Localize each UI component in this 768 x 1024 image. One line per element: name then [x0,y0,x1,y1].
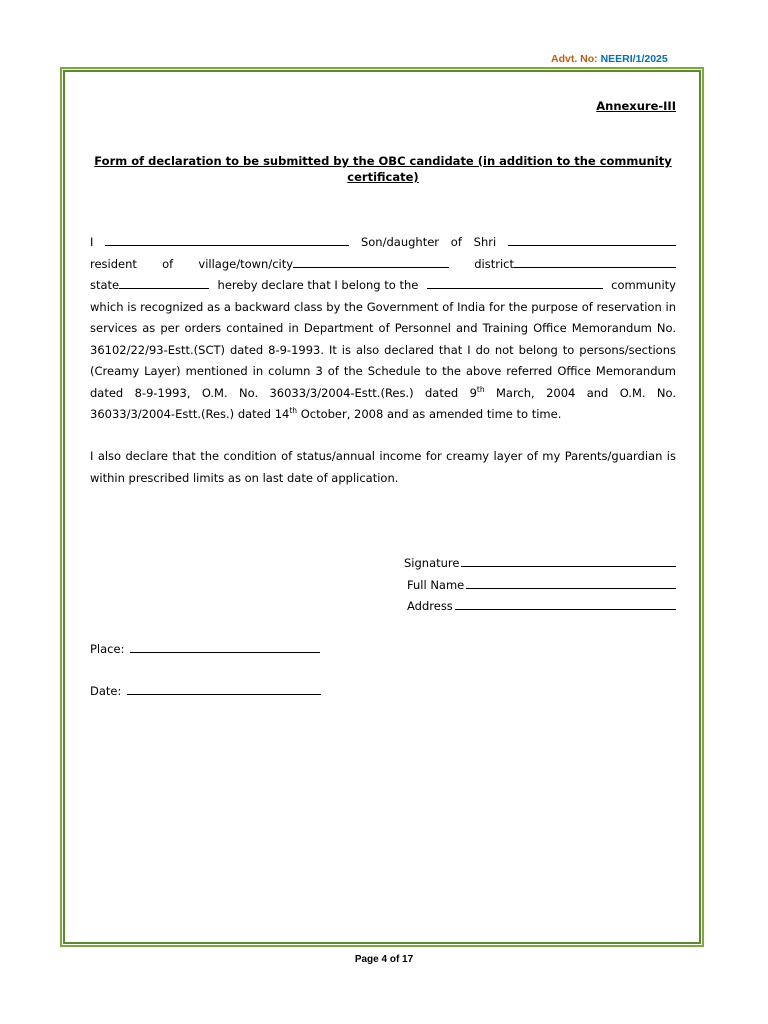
advt-number: NEERI/1/2025 [600,53,668,65]
community-label: community [611,278,676,292]
village-blank[interactable] [293,255,449,268]
superscript-th-1: th [476,384,485,394]
declaration-body [90,297,676,426]
date-label: Date: [90,684,122,698]
declaration-body-b: March, 2004 and O.M. No. 36033/3/2004-Estt.(Res.) dated 14 [90,385,676,421]
resident-label: resident [90,256,137,271]
advt-number-header [551,53,668,65]
district-field [474,254,676,276]
annexure-heading: Annexure-III [596,99,676,113]
place-label: Place: [90,642,125,656]
father-name-blank[interactable] [508,233,676,246]
page-number: Page 4 of 17 [354,954,414,965]
village-field [198,254,449,276]
district-blank[interactable] [514,255,676,268]
date-field [90,682,321,698]
place-field [90,640,320,656]
hereby-label: hereby declare that I belong to the [217,278,419,292]
signature-field [404,554,676,570]
address-blank[interactable] [455,597,676,610]
name-blank[interactable] [105,233,349,246]
of-label-2: of [162,256,174,271]
state-blank[interactable] [119,276,209,289]
place-blank[interactable] [130,640,320,653]
declaration-body-a: which is recognized as a backward class by the Government of India for the purpose of reservation in services as per orders contained in Department of Personnel and Training Office Memorandum No. 36102/22/93-Estt.(SCT) dated 8-9-1993. It is also declared that I do not belong to persons/sections (Creamy Layer) mentioned in column 3 of the Schedule to the above referred Office Memorandum dated 8-9-1993, O.M. No. 36033/3/2004-Estt.(Res.) dated 9 [90,299,676,400]
village-label: village/town/city [198,256,294,271]
declaration-line-1 [90,232,676,254]
declaration-line-2 [90,254,676,276]
address-label: Address [407,599,453,613]
superscript-th-2: th [289,406,298,416]
of-label: of [450,235,462,249]
full-name-label: Full Name [407,578,465,592]
signature-label: Signature [404,556,460,570]
pronoun-i: I [90,235,94,249]
date-blank[interactable] [127,682,321,695]
community-blank[interactable] [427,276,603,289]
state-label: state [90,278,120,292]
declaration-paragraph [90,232,676,426]
son-daughter-label: Son/daughter [360,235,440,249]
form-title: Form of declaration to be submitted by the OBC candidate (in addition to the community certificate) [94,154,672,184]
shri-label: Shri [473,235,497,249]
declaration-body-c: October, 2008 and as amended time to time. [297,407,562,421]
district-label: district [474,256,514,271]
advt-label: Advt. No: [551,53,598,65]
signature-blank[interactable] [461,554,676,567]
address-field [407,597,676,613]
creamy-layer-declaration: I also declare that the condition of status/annual income for creamy layer of my Parents/guardian is within prescribed limits as on last date of application. [90,449,676,485]
full-name-field [407,576,676,592]
full-name-blank[interactable] [466,576,676,589]
declaration-line-3 [90,275,676,297]
page-border [63,70,701,944]
state-field [90,275,209,297]
